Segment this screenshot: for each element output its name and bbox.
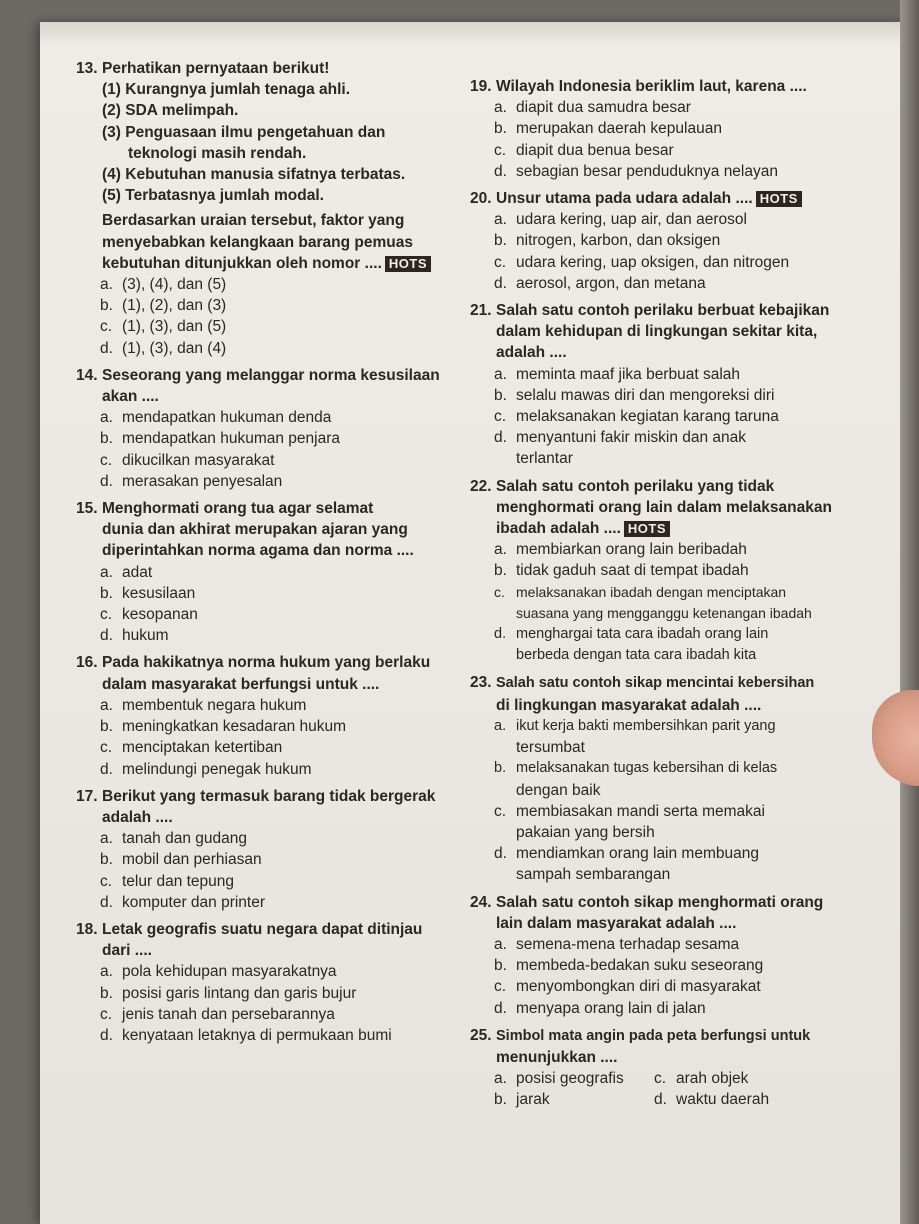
question-number: 13. [76,60,98,77]
statement: (3) Penguasaan ilmu pengetahuan dan [102,123,386,141]
question-21: 21. Salah satu contoh perilaku berbuat kebajikan [470,302,830,320]
option-d[interactable]: d. sebagian besar penduduknya nelayan [494,162,778,180]
question-23: 23. Salah satu contoh sikap mencintai kebersihan [470,674,815,692]
option-b[interactable]: b. kesusilaan [100,584,196,602]
option-b-continued: dengan baik [516,781,601,799]
question-text: adalah .... [102,808,173,826]
option-c[interactable]: c. jenis tanah dan persebarannya [100,1005,335,1023]
question-text: dari .... [102,942,152,960]
option-c[interactable]: c. dikucilkan masyarakat [100,451,275,469]
question-20: 20. Unsur utama pada udara adalah .... HOTS [470,188,860,209]
option-b[interactable]: b. melaksanakan tugas kebersihan di kelas [494,760,778,777]
question-stem: menyebabkan kelangkaan barang pemuas [102,233,413,251]
question-text: menghormati orang lain dalam melaksanakan [496,498,832,516]
option-d[interactable]: d. menyantuni fakir miskin dan anak [494,429,747,447]
option-d[interactable]: d. menyapa orang lain di jalan [494,999,706,1017]
option-c[interactable]: c. kesopanan [100,606,198,624]
question-25: 25. Simbol mata angin pada peta berfungsi untuk [470,1026,811,1044]
question-text: akan .... [102,388,159,406]
statement: (4) Kebutuhan manusia sifatnya terbatas. [102,166,406,184]
statement: (1) Kurangnya jumlah tenaga ahli. [102,81,351,99]
option-a[interactable]: a. semena-mena terhadap sesama [494,935,740,953]
option-b[interactable]: b. mobil dan perhiasan [100,851,262,869]
option-c-continued: pakaian yang bersih [516,823,655,841]
option-b[interactable]: b. posisi garis lintang dan garis bujur [100,984,357,1002]
option-c[interactable]: c. menyombongkan diri di masyarakat [494,978,761,996]
page-fold-shadow [40,22,906,46]
option-d[interactable]: d. kenyataan letaknya di permukaan bumi [100,1026,392,1044]
option-c[interactable]: c. diapit dua benua besar [494,141,674,159]
option-a-continued: tersumbat [516,739,585,757]
option-b[interactable]: b. mendapatkan hukuman penjara [100,430,341,448]
option-a[interactable]: a. ikut kerja bakti membersihkan parit yang [494,717,776,734]
question-text: dalam kehidupan di lingkungan sekitar kita, [496,323,818,341]
option-a[interactable]: a. (3), (4), dan (5) [100,276,227,294]
option-c[interactable]: c. telur dan tepung [100,872,235,890]
option-d[interactable]: d. hukum [100,627,169,645]
option-a[interactable]: a. diapit dua samudra besar [494,99,691,117]
question-15: 15. Menghormati orang tua agar selamat [76,500,374,518]
option-c[interactable]: c. (1), (3), dan (5) [100,318,227,336]
left-column [76,52,476,1046]
option-c[interactable]: c. arah objek [654,1070,749,1088]
question-18: 18. Letak geografis suatu negara dapat ditinjau [76,920,423,938]
statement: (2) SDA melimpah. [102,102,239,120]
option-b[interactable]: b. (1), (2), dan (3) [100,297,227,315]
question-text: di lingkungan masyarakat adalah .... [496,696,762,714]
option-d[interactable]: d. merasakan penyesalan [100,472,283,490]
option-a[interactable]: a. adat [100,563,153,581]
option-d[interactable]: d. melindungi penegak hukum [100,760,312,778]
option-d[interactable]: d. menghargai tata cara ibadah orang lain [494,626,769,643]
option-b[interactable]: b. meningkatkan kesadaran hukum [100,718,347,736]
question-13 [76,58,476,79]
option-b[interactable]: b. jarak [494,1091,550,1109]
option-c[interactable]: c. udara kering, uap oksigen, dan nitrogen [494,253,790,271]
question-24: 24. Salah satu contoh sikap menghormati orang [470,893,824,911]
option-b[interactable]: b. tidak gaduh saat di tempat ibadah [494,562,749,580]
question-stem: Berdasarkan uraian tersebut, faktor yang [102,212,405,230]
option-c[interactable]: c. membiasakan mandi serta memakai [494,802,765,820]
option-a[interactable]: a. tanah dan gudang [100,830,247,848]
option-d-continued: sampah sembarangan [516,866,671,884]
option-d[interactable]: d. (1), (3), dan (4) [100,339,227,357]
question-text: dunia dan akhirat merupakan ajaran yang [102,521,408,539]
options-row [470,1089,860,1110]
option-b[interactable]: b. nitrogen, karbon, dan oksigen [494,232,721,250]
question-text: menunjukkan .... [496,1048,618,1066]
question-text: lain dalam masyarakat adalah .... [496,914,737,932]
option-d[interactable]: d. komputer dan printer [100,893,266,911]
question-19: 19. Wilayah Indonesia beriklim laut, karena .... [470,78,807,95]
option-a[interactable]: a. posisi geografis [494,1070,624,1088]
statement: (5) Terbatasnya jumlah modal. [102,187,324,205]
statement: teknologi masih rendah. [128,144,307,162]
options-row [470,1068,860,1089]
question-22: 22. Salah satu contoh perilaku yang tidak [470,477,775,495]
question-text: diperintahkan norma agama dan norma .... [102,542,414,560]
option-a[interactable]: a. meminta maaf jika berbuat salah [494,365,741,383]
question-14: 14. Seseorang yang melanggar norma kesusilaan [76,366,440,384]
hots-badge: HOTS [385,256,431,272]
question-text: dalam masyarakat berfungsi untuk .... [102,675,380,693]
option-d-continued: terlantar [516,450,573,468]
option-b[interactable]: b. membeda-bedakan suku seseorang [494,957,764,975]
question-17: 17. Berikut yang termasuk barang tidak bergerak [76,787,436,805]
question-16: 16. Pada hakikatnya norma hukum yang berlaku [76,654,431,672]
option-c-continued: suasana yang mengganggu ketenangan ibadah [516,604,812,621]
option-c[interactable]: c. menciptakan ketertiban [100,739,283,757]
option-a[interactable]: a. membiarkan orang lain beribadah [494,541,747,559]
option-a[interactable]: a. membentuk negara hukum [100,696,307,714]
hots-badge: HOTS [756,191,802,207]
option-d[interactable]: d. waktu daerah [654,1091,770,1109]
right-column [470,76,860,1111]
option-a[interactable]: a. pola kehidupan masyarakatnya [100,963,337,981]
option-b[interactable]: b. merupakan daerah kepulauan [494,120,722,138]
question-text: adalah .... [496,344,567,362]
question-stem: kebutuhan ditunjukkan oleh nomor .... HOTS [76,253,476,274]
option-a[interactable]: a. udara kering, uap air, dan aerosol [494,211,747,229]
hots-badge: HOTS [624,521,670,537]
option-d[interactable]: d. aerosol, argon, dan metana [494,274,706,292]
page-edge [900,0,919,1224]
option-a[interactable]: a. mendapatkan hukuman denda [100,409,332,427]
option-c[interactable]: c. melaksanakan ibadah dengan menciptakan [494,583,787,600]
option-b[interactable]: b. selalu mawas diri dan mengoreksi diri [494,386,775,404]
option-d-continued: berbeda dengan tata cara ibadah kita [516,647,757,664]
option-d[interactable]: d. mendiamkan orang lain membuang [494,845,759,863]
option-c[interactable]: c. melaksanakan kegiatan karang taruna [494,408,779,426]
question-text: Perhatikan pernyataan berikut! [102,60,330,77]
question-text: ibadah adalah .... HOTS [470,518,860,539]
